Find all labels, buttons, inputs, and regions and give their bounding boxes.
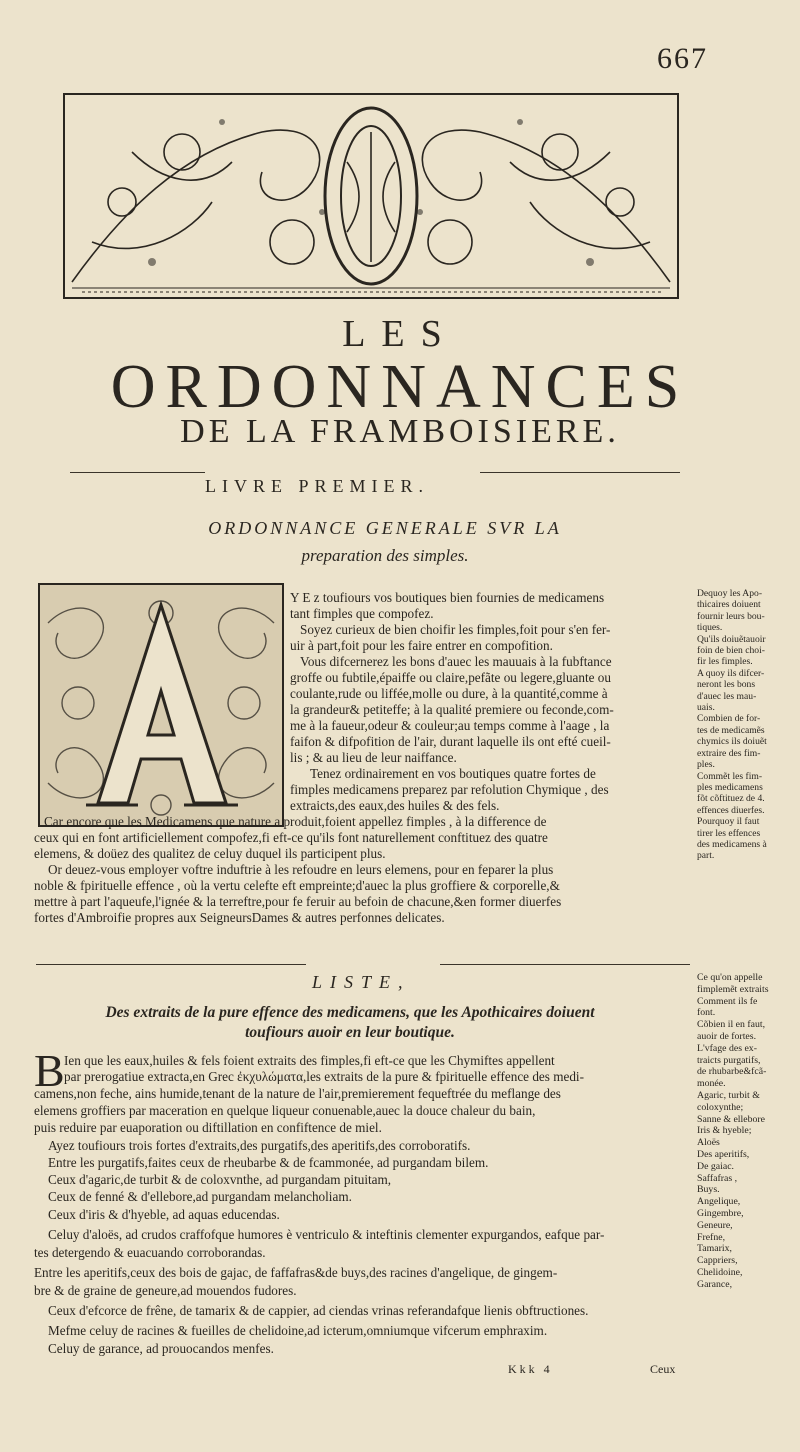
margin-note: Gingembre, <box>697 1207 744 1219</box>
page-number: 667 <box>657 42 708 75</box>
body-line: Entre les purgatifs,faites ceux de rheubarbe & de fcammonée, ad purgandam bilem. <box>48 1155 489 1170</box>
margin-note: Commẽt les fim- <box>697 770 763 782</box>
body-line: uir à part,foit pour les faire entrer en compofition. <box>290 638 553 653</box>
body-line: par prerogatiue extracta,en Grec ἐκχυλώματα,les extraits de la pure & fpirituelle effence des medi- <box>64 1069 584 1084</box>
margin-note: A quoy ils difcer- <box>697 667 765 679</box>
body-line: Entre les aperitifs,ceux des bois de gajac, de faffafras&de buys,des racines d'angelique, de gingem- <box>34 1265 558 1280</box>
body-line: camens,non feche, ains humide,tenant de la nature de l'air,premierement fequeftrée du meflange des <box>34 1086 561 1101</box>
margin-note: thicaires doiuent <box>697 599 761 611</box>
margin-note: Frefne, <box>697 1231 726 1243</box>
body-line: elemens, & doüez des qualitez de celuy duquel ils participent plus. <box>34 846 386 861</box>
margin-note: Buys. <box>697 1184 720 1196</box>
margin-note: Geneure, <box>697 1219 733 1231</box>
margin-note: uais. <box>697 702 715 714</box>
margin-note: Combien de for- <box>697 713 761 725</box>
book-heading: LIVRE PREMIER. <box>205 476 430 496</box>
margin-note: Aloës <box>697 1137 720 1149</box>
ordonnance-subtitle: preparation des simples. <box>301 546 469 565</box>
body-line: Tenez ordinairement en vos boutiques quatre fortes de <box>310 766 596 781</box>
body-line: Celuy d'aloës, ad crudos craffofque humores è ventriculo & inteftinis clementer expurgandos, eafque par- <box>48 1227 605 1242</box>
body-line: Vous difcernerez les bons d'auec les mauuais à la fubftance <box>300 654 612 669</box>
body-line: Or deuez-vous employer voftre induftrie à les refoudre en leurs elemens, pour en feparer la plus <box>48 862 554 877</box>
body-line: tes detergendo & euacuando corroborandas. <box>34 1245 266 1260</box>
body-line: fimples medicamens preparez par refolution Chymique , des <box>290 782 609 797</box>
body-line: Car encore que les Medicamens que nature a produit,foient appellez fimples , à la difference de <box>44 814 547 829</box>
margin-note: Garance, <box>697 1278 733 1290</box>
margin-note: d'auec les mau- <box>697 690 757 702</box>
liste-heading: LISTE, <box>312 972 411 992</box>
margin-note: Pourquoy il faut <box>697 816 760 828</box>
margin-note: tirer les effences <box>697 827 761 839</box>
margin-note: fõt cõftituez de 4. <box>697 793 765 805</box>
body-line: Celuy de garance, ad prouocandos menfes. <box>48 1341 274 1356</box>
body-line: me à la faueur,odeur & couleur;au temps comme à l'aage , la <box>290 718 610 733</box>
margin-note: tes de medicamẽs <box>697 724 765 736</box>
ordonnance-title: ORDONNANCE GENERALE SVR LA <box>208 518 562 538</box>
margin-notes-2 <box>697 972 797 1291</box>
body-line: elemens groffiers par maceration en quelque liqueur conuenable,auec la douce chaleur du bain, <box>34 1103 536 1118</box>
margin-note: effences diuerfes. <box>697 804 765 816</box>
body-line: noble & fpirituelle effence , où la vertu celefte eft empreinte;d'auec la plus groffiere & corporelle,& <box>34 878 560 893</box>
margin-note: De gaiac. <box>697 1160 734 1172</box>
margin-note: des medicamens à <box>697 838 767 850</box>
margin-note: Dequoy les Apo- <box>697 588 763 599</box>
body-line: mettre à part l'aqueufe,l'ignée & la terreftre,pour fe feruir au befoin de chacune,&en former diuerfes <box>34 894 562 909</box>
margin-note: fournir leurs bou- <box>697 610 765 622</box>
body-line: fortes d'Ambroifie propres aux SeigneursDames & autres perfonnes delicates. <box>34 910 445 925</box>
margin-note: auoir de fortes. <box>697 1030 757 1042</box>
body-line: extraicts,des eaux,des huiles & des fels. <box>290 798 500 813</box>
margin-note: Agaric, turbit & <box>697 1089 760 1101</box>
body-line: Soyez curieux de bien choifir les fimples,foit pour s'en fer- <box>300 622 611 637</box>
margin-note: part. <box>697 850 715 862</box>
margin-note: Ce qu'on appelle <box>697 972 763 983</box>
margin-note: Cõbien il en faut, <box>697 1019 766 1031</box>
margin-note: ples. <box>697 759 715 771</box>
catchword: Ceux <box>650 1362 676 1376</box>
margin-note: Saffafras , <box>697 1172 738 1184</box>
headband-ornament-icon <box>62 92 680 300</box>
margin-note: ples medicamens <box>697 781 763 793</box>
margin-note: tiques. <box>697 622 723 634</box>
margin-note: neront les bons <box>697 679 756 691</box>
body-line: puis reduire par euaporation ou diftillation en confiftence de miel. <box>34 1120 382 1135</box>
margin-notes-1 <box>697 588 797 862</box>
body-line: Ien que les eaux,huiles & fels foient extraits des fimples,fi eft-ce que les Chymiftes appellent <box>64 1053 555 1068</box>
margin-note: monée. <box>697 1078 726 1090</box>
title-line-2: ORDONNANCES <box>110 353 690 421</box>
margin-note: extraire des fim- <box>697 747 761 759</box>
body-line: lis ; & au lieu de leur naiffance. <box>290 750 457 765</box>
margin-note: coloxynthe; <box>697 1101 744 1113</box>
body-line: Ceux d'iris & d'hyeble, ad aquas educendas. <box>48 1207 280 1222</box>
body-line: faifon & difpofition de l'air, durant laquelle ils ont efté cueil- <box>290 734 611 749</box>
body-line: Ceux d'efcorce de frêne, de tamarix & de cappier, ad ciendas vrinas referandafque lienis obftructiones. <box>48 1303 589 1318</box>
title-line-1: LES <box>342 313 458 355</box>
margin-note: chymics ils doiuẽt <box>697 736 767 748</box>
body-line: coulante,rude ou liffée,molle ou dure, à la quantité,comme à <box>290 686 608 701</box>
margin-note: Cappriers, <box>697 1255 738 1267</box>
margin-note: Angelique, <box>697 1196 741 1208</box>
margin-note: foin de bien choi- <box>697 645 765 657</box>
rule-liste-left <box>36 964 306 965</box>
body-line: Mefme celuy de racines & fueilles de chelidoine,ad icterum,omniumque vifcerum emphraxim. <box>48 1323 548 1338</box>
rule-left <box>70 472 205 473</box>
margin-note: Qu'ils doiuẽtauoir <box>697 633 766 645</box>
body-line: tant fimples que compofez. <box>290 606 434 621</box>
body-line: Ceux de fenné & d'ellebore,ad purgandam melancholiam. <box>48 1189 352 1204</box>
rule-right <box>480 472 680 473</box>
dropcap-A-icon <box>38 583 284 827</box>
margin-note: Sanne & ellebore <box>697 1113 766 1125</box>
margin-note: Tamarix, <box>697 1243 732 1255</box>
body-line: la grandeur& petiteffe; à la qualité premiere ou feconde,com- <box>290 702 614 717</box>
rule-liste-right <box>440 964 690 965</box>
liste-subtitle-1: Des extraits de la pure effence des medicamens, que les Apothicaires doiuent <box>105 1004 595 1021</box>
margin-note: Des aperitifs, <box>697 1148 750 1160</box>
margin-note: Chelidoine, <box>697 1266 743 1278</box>
liste-subtitle-2: toufiours auoir en leur boutique. <box>245 1024 455 1041</box>
margin-note: Comment ils fe <box>697 995 758 1007</box>
margin-note: fir les fimples. <box>697 656 753 668</box>
body-line: groffe ou fubtile,épaiffe ou claire,pefãte ou legere,gluante ou <box>290 670 611 685</box>
body-line: bre & de graine de geneure,ad mouendos fudores. <box>34 1283 297 1298</box>
body-line: ceux qui en font artificiellement compofez,fi eft-ce qu'ils font naturellement conftituez des quatre <box>34 830 548 845</box>
margin-note: traicts purgatifs, <box>697 1054 761 1066</box>
signature-mark: Kkk 4 <box>508 1362 553 1376</box>
dropcap-B: B <box>34 1045 65 1096</box>
body-line: Ayez toufiours trois fortes d'extraits,des purgatifs,des aperitifs,des corroboratifs. <box>48 1138 471 1153</box>
margin-note: font. <box>697 1007 716 1019</box>
margin-note: fimplemẽt extraits <box>697 983 769 995</box>
margin-note: de rhubarbe&fcã- <box>697 1066 767 1078</box>
margin-note: L'vfage des ex- <box>697 1042 757 1054</box>
margin-note: Iris & hyeble; <box>697 1125 752 1137</box>
title-line-3: DE LA FRAMBOISIERE. <box>180 413 620 450</box>
body-line: Y E z toufiours vos boutiques bien fournies de medicamens <box>290 590 605 605</box>
body-line: Ceux d'agaric,de turbit & de coloxvnthe, ad purgandam pituitam, <box>48 1172 392 1187</box>
